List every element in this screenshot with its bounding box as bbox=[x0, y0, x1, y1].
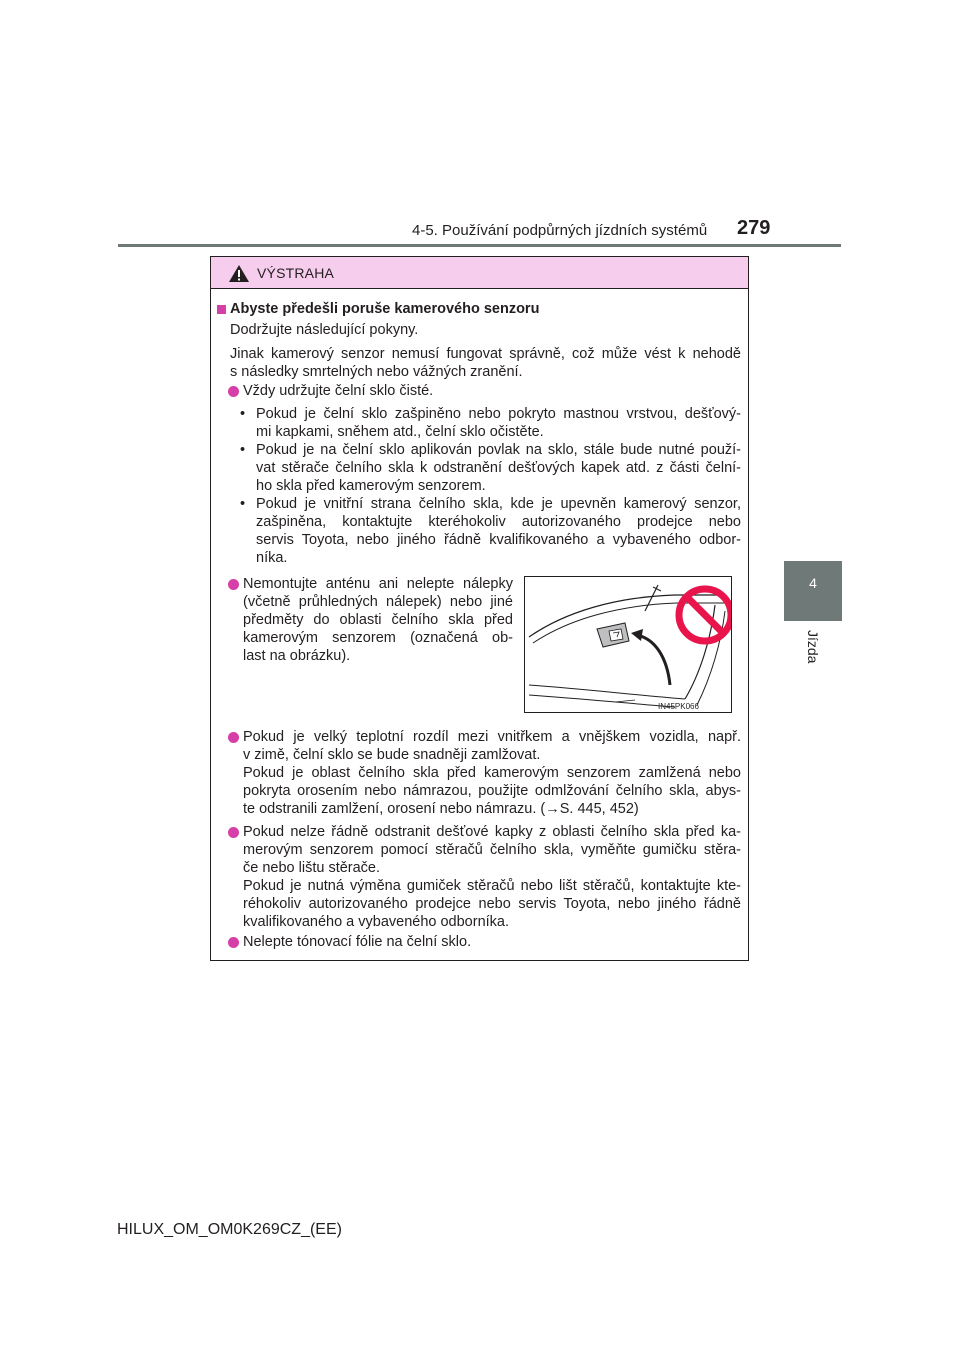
subitem3-line2: zašpiněna, kontaktujte kteréhokoliv autorizovaného prodejce nebo bbox=[256, 514, 741, 530]
subitem2-line3: ho skla před kamerovým senzorem. bbox=[256, 478, 486, 494]
subitem2-line1: Pokud je na čelní sklo aplikován povlak na sklo, stále bude nutné použí- bbox=[256, 442, 741, 458]
subitem3-line3: servis Toyota, nebo jiného řádně kvalifikovaného a vybaveného odbor- bbox=[256, 532, 741, 548]
subitem-bullet: • bbox=[240, 496, 246, 512]
windshield-figure bbox=[524, 576, 732, 713]
item-bullet bbox=[228, 937, 239, 948]
subitem1-line2: mi kapkami, sněhem atd., čelní sklo očistěte. bbox=[256, 424, 544, 440]
item4-line1: Pokud nelze řádně odstranit dešťové kapky z oblasti čelního skla před ka- bbox=[243, 824, 741, 840]
intro-line-2b: s následky smrtelných nebo vážných zranění. bbox=[230, 364, 523, 380]
item4-line3: če nebo lištu stěrače. bbox=[243, 860, 381, 876]
prohibit-icon bbox=[679, 589, 731, 641]
warning-heading: Abyste předešli poruše kamerového senzoru bbox=[230, 301, 540, 317]
item3-line5: te odstranili zamlžení, orosení nebo námrazu. (→S. 445, 452) bbox=[243, 801, 639, 817]
subitem-bullet: • bbox=[240, 442, 246, 458]
chapter-number: 4 bbox=[809, 575, 817, 591]
item2-line1: Nemontujte anténu ani nelepte nálepky bbox=[243, 576, 513, 592]
item3-line4: pokryta orosením nebo námrazou, použijte odmlžování čelního skla, abys- bbox=[243, 783, 741, 799]
item-bullet bbox=[228, 827, 239, 838]
item3-line1: Pokud je velký teplotní rozdíl mezi vnitřkem a vnějškem vozidla, např. bbox=[243, 729, 741, 745]
header-rule bbox=[118, 244, 841, 247]
warning-triangle-icon bbox=[228, 264, 250, 283]
item4-line6: kvalifikovaného a vybaveného odborníka. bbox=[243, 914, 510, 930]
item5-text: Nelepte tónovací fólie na čelní sklo. bbox=[243, 934, 472, 950]
document-code: HILUX_OM_OM0K269CZ_(EE) bbox=[117, 1221, 342, 1238]
intro-line-2a: Jinak kamerový senzor nemusí fungovat správně, což může vést k nehodě bbox=[230, 346, 741, 362]
item4-line5: réhokoliv autorizovaného prodejce nebo servis Toyota, nebo jiného řádně bbox=[243, 896, 741, 912]
subitem3-line4: níka. bbox=[256, 550, 288, 566]
subitem2-line2: vat stěrače čelního skla k odstranění dešťových kapek atd. z části čelní- bbox=[256, 460, 741, 476]
windshield-illustration bbox=[525, 577, 731, 712]
subitem-bullet: • bbox=[240, 406, 246, 422]
subitem1-line1: Pokud je čelní sklo zašpiněno nebo pokryto mastnou vrstvou, dešťový- bbox=[256, 406, 741, 422]
item3-line2: v zimě, čelní sklo se bude snadněji zamlžovat. bbox=[243, 747, 541, 763]
chapter-label: Jízda bbox=[805, 630, 821, 664]
intro-line-1: Dodržujte následující pokyny. bbox=[230, 322, 419, 338]
warning-title: VÝSTRAHA bbox=[257, 265, 335, 281]
section-title: 4-5. Používání podpůrných jízdních systémů bbox=[412, 222, 708, 239]
item4-line2: merovým senzorem pomocí stěračů čelního skla, vyměňte gumičku stěra- bbox=[243, 842, 741, 858]
item2-line3: předměty do oblasti čelního skla před bbox=[243, 612, 513, 628]
subitem3-line1: Pokud je vnitřní strana čelního skla, kde je upevněn kamerový senzor, bbox=[256, 496, 741, 512]
item-bullet bbox=[228, 732, 239, 743]
heading-bullet bbox=[217, 305, 226, 314]
item2-line5: last na obrázku). bbox=[243, 648, 351, 664]
figure-code: IN45PK066 bbox=[658, 702, 699, 711]
item2-line4: kamerovým senzorem (označená ob- bbox=[243, 630, 513, 646]
item4-line4: Pokud je nutná výměna gumiček stěračů nebo lišt stěračů, kontaktujte kte- bbox=[243, 878, 741, 894]
item-bullet bbox=[228, 579, 239, 590]
item-bullet bbox=[228, 386, 239, 397]
item1-text: Vždy udržujte čelní sklo čisté. bbox=[243, 383, 434, 399]
item2-line2: (včetně průhledných nálepek) nebo jiné bbox=[243, 594, 513, 610]
chapter-tab bbox=[784, 561, 842, 621]
item3-line3: Pokud je oblast čelního skla před kamerovým senzorem zamlžená nebo bbox=[243, 765, 741, 781]
warning-header bbox=[211, 257, 748, 289]
page-number: 279 bbox=[737, 217, 771, 239]
